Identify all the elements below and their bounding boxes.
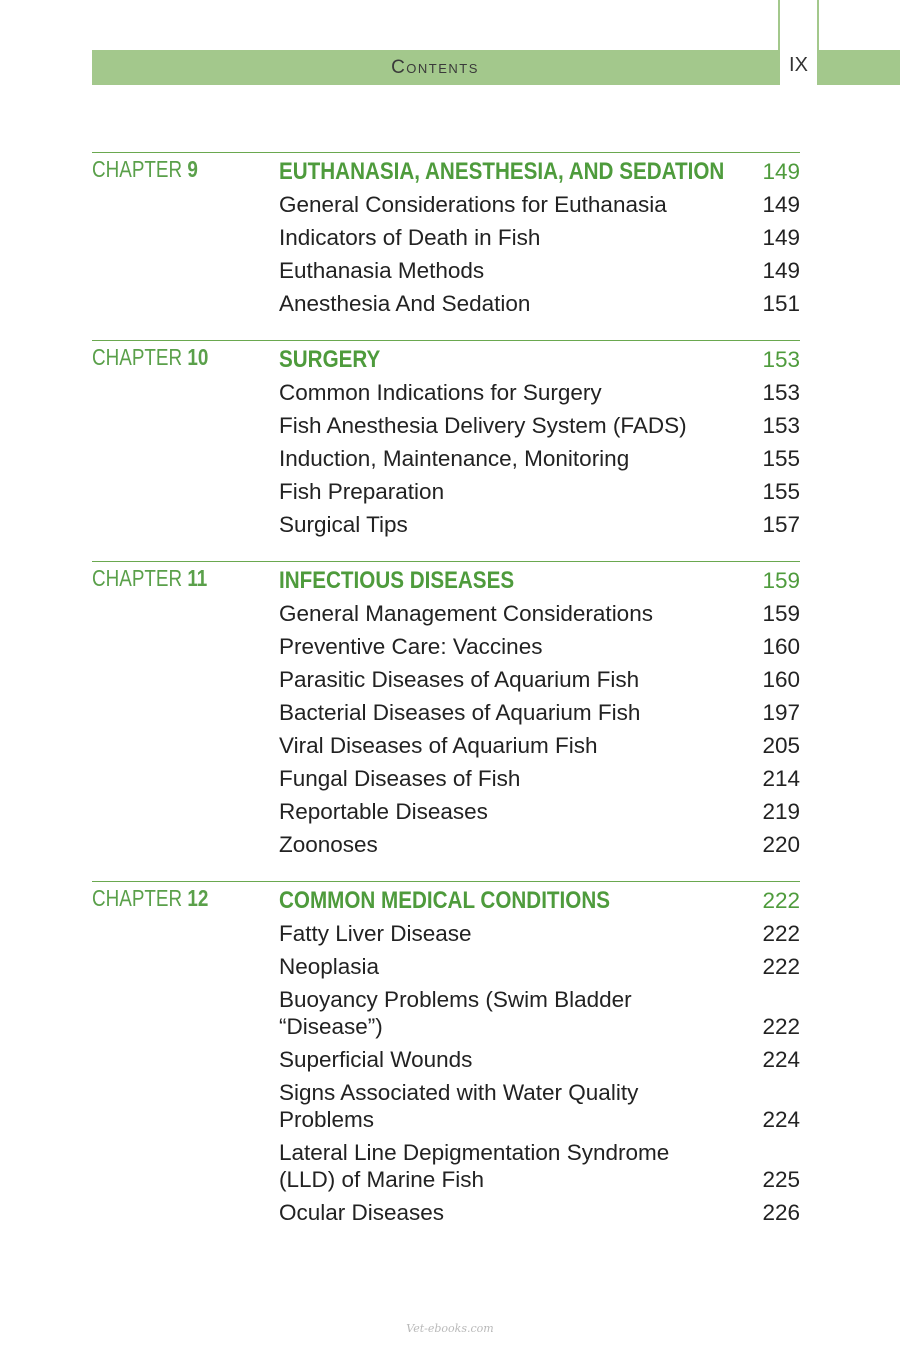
toc-entry-page: 149 <box>762 192 800 217</box>
toc-entry-page: 155 <box>762 479 800 504</box>
toc-entry-page: 149 <box>762 225 800 250</box>
toc-entry-title: Superficial Wounds <box>279 1047 473 1072</box>
chapter-number: 11 <box>187 565 208 591</box>
chapter-label <box>92 156 198 183</box>
toc-entry-link[interactable] <box>279 409 800 442</box>
toc-entry-link[interactable] <box>279 663 800 696</box>
chapter-number: 10 <box>187 344 209 370</box>
toc-entry-page: 159 <box>762 601 800 626</box>
toc-entry-page: 153 <box>762 413 800 438</box>
chapter-number: 12 <box>187 885 209 911</box>
chapter-page-number: 149 <box>762 159 800 184</box>
toc-entry-title: Zoonoses <box>279 832 378 857</box>
chapter-label <box>92 565 207 592</box>
toc-entry-title: Fungal Diseases of Fish <box>279 766 521 791</box>
toc-entry-page: 205 <box>762 733 800 758</box>
toc-entry-title: Surgical Tips <box>279 512 408 537</box>
chapter-word: CHAPTER <box>92 885 183 911</box>
chapter-word: CHAPTER <box>92 344 183 370</box>
toc-entry-title: Signs Associated with Water Quality Problems <box>279 1080 639 1132</box>
chapter-word: CHAPTER <box>92 156 183 182</box>
chapter-divider <box>92 152 800 153</box>
toc-entry-page: 155 <box>762 446 800 471</box>
toc-entry-link[interactable] <box>279 795 800 828</box>
toc-entry-page: 214 <box>762 766 800 791</box>
toc-entry-title: General Management Considerations <box>279 601 653 626</box>
page-header <box>0 0 900 90</box>
toc-entry-title: Neoplasia <box>279 954 380 979</box>
chapter-title: SURGERY <box>279 346 381 373</box>
toc-entry-link[interactable] <box>279 762 800 795</box>
toc-entry-link[interactable] <box>279 696 800 729</box>
chapter-divider <box>92 340 800 341</box>
toc-entry-page: 197 <box>762 700 800 725</box>
chapter-block <box>92 152 800 320</box>
toc-entry-link[interactable] <box>279 729 800 762</box>
chapter-heading-link[interactable] <box>279 343 800 376</box>
toc-entry-link[interactable] <box>279 254 800 287</box>
toc-entry-page: 219 <box>762 799 800 824</box>
toc-entry-title: Fatty Liver Disease <box>279 921 472 946</box>
toc-entry-title: Lateral Line Depigmentation Syndrome (LLD) of Marine Fish <box>279 1140 670 1192</box>
toc-entry-page: 224 <box>762 1047 800 1072</box>
toc-entry-title: Viral Diseases of Aquarium Fish <box>279 733 598 758</box>
toc-entry-page: 225 <box>762 1167 800 1192</box>
toc-entry-title: Fish Anesthesia Delivery System (FADS) <box>279 413 687 438</box>
toc-entry-page: 222 <box>762 954 800 979</box>
toc-entry-link[interactable] <box>279 475 800 508</box>
chapter-entries <box>279 881 800 1229</box>
toc-entry-link[interactable] <box>279 287 800 320</box>
chapter-entries <box>279 152 800 320</box>
toc-entry-title: General Considerations for Euthanasia <box>279 192 667 217</box>
toc-entry-page: 160 <box>762 634 800 659</box>
chapter-label <box>92 344 208 371</box>
chapter-entries <box>279 561 800 861</box>
toc-entry-title: Indicators of Death in Fish <box>279 225 541 250</box>
toc-entry-link[interactable] <box>279 597 800 630</box>
chapter-label <box>92 885 208 912</box>
toc-entry-title: Induction, Maintenance, Monitoring <box>279 446 630 471</box>
chapter-block <box>92 561 800 861</box>
chapter-divider <box>92 881 800 882</box>
toc-entry-title: Anesthesia And Sedation <box>279 291 531 316</box>
toc-entry-title: Common Indications for Surgery <box>279 380 602 405</box>
chapter-title: EUTHANASIA, ANESTHESIA, AND SEDATION <box>279 158 725 185</box>
chapter-heading-link[interactable] <box>279 884 800 917</box>
chapter-page-number: 222 <box>762 888 800 913</box>
watermark-logo: Vet-ebooks.com <box>406 1322 494 1335</box>
toc-entry-link[interactable] <box>279 630 800 663</box>
chapter-word: CHAPTER <box>92 565 183 591</box>
folio-box <box>778 0 819 85</box>
toc-entry-title: Euthanasia Methods <box>279 258 485 283</box>
chapter-entries <box>279 340 800 541</box>
toc-entry-link[interactable] <box>279 442 800 475</box>
toc-entry-title: Preventive Care: Vaccines <box>279 634 543 659</box>
toc-entry-title: Fish Preparation <box>279 479 445 504</box>
toc-entry-link[interactable] <box>279 188 800 221</box>
toc-entry-page: 220 <box>762 832 800 857</box>
chapter-divider <box>92 561 800 562</box>
chapter-block <box>92 881 800 1229</box>
toc-entry-title: Buoyancy Problems (Swim Bladder “Disease”) <box>279 987 632 1039</box>
toc-entry-link[interactable] <box>279 983 800 1043</box>
chapter-heading-link[interactable] <box>279 155 800 188</box>
toc-entry-link[interactable] <box>279 1136 800 1196</box>
toc-entry-page: 222 <box>762 1014 800 1039</box>
chapter-block <box>92 340 800 541</box>
toc-entry-link[interactable] <box>279 917 800 950</box>
toc-entry-link[interactable] <box>279 828 800 861</box>
toc-entry-link[interactable] <box>279 508 800 541</box>
toc-entry-title: Ocular Diseases <box>279 1200 445 1225</box>
running-header-title: Contents <box>391 57 479 78</box>
chapter-heading-link[interactable] <box>279 564 800 597</box>
toc-entry-page: 160 <box>762 667 800 692</box>
chapter-number: 9 <box>187 156 198 182</box>
toc-entry-link[interactable] <box>279 1043 800 1076</box>
toc-entry-link[interactable] <box>279 950 800 983</box>
toc-entry-page: 224 <box>762 1107 800 1132</box>
toc-entry-title: Reportable Diseases <box>279 799 488 824</box>
toc-entry-link[interactable] <box>279 1076 800 1136</box>
toc-entry-page: 149 <box>762 258 800 283</box>
chapter-title: COMMON MEDICAL CONDITIONS <box>279 887 611 914</box>
toc-entry-link[interactable] <box>279 376 800 409</box>
toc-entry-link[interactable] <box>279 1196 800 1229</box>
toc-entry-link[interactable] <box>279 221 800 254</box>
chapter-title: INFECTIOUS DISEASES <box>279 567 515 594</box>
toc-entry-page: 153 <box>762 380 800 405</box>
table-of-contents <box>92 152 800 1249</box>
chapter-page-number: 159 <box>762 568 800 593</box>
chapter-page-number: 153 <box>762 347 800 372</box>
toc-entry-title: Parasitic Diseases of Aquarium Fish <box>279 667 640 692</box>
toc-entry-page: 222 <box>762 921 800 946</box>
toc-entry-page: 157 <box>762 512 800 537</box>
toc-entry-page: 151 <box>762 291 800 316</box>
folio-number: IX <box>789 54 808 76</box>
toc-entry-page: 226 <box>762 1200 800 1225</box>
toc-entry-title: Bacterial Diseases of Aquarium Fish <box>279 700 641 725</box>
